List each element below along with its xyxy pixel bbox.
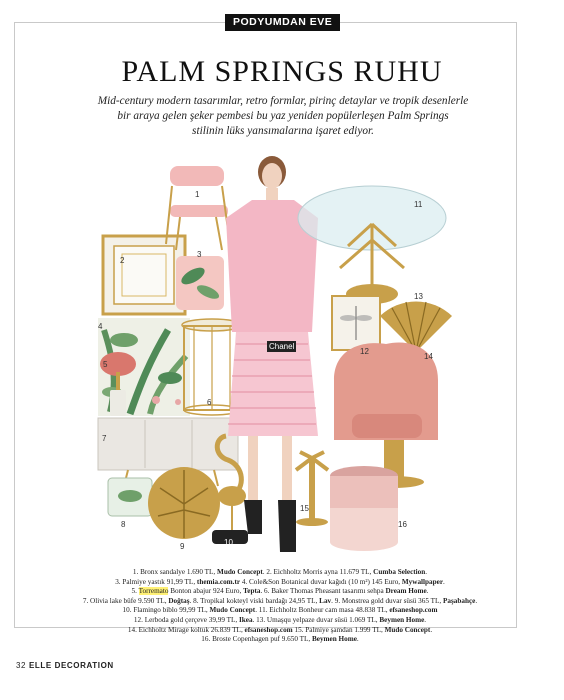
retailer-name: Tepta xyxy=(243,587,261,596)
palm-pillow xyxy=(176,256,224,310)
credit-text: 14. Eichholtz Mirage koltuk 26.839 TL, xyxy=(127,625,245,634)
palm-candle-holder xyxy=(296,452,328,526)
retailer-name: Mudo Concept xyxy=(209,606,256,615)
retailer-name: Paşabahçe xyxy=(443,596,476,605)
credit-text: . xyxy=(424,615,427,624)
retailer-name: themia.com.tr xyxy=(196,577,241,586)
retailer-name: Mudo Concept xyxy=(217,568,263,576)
credit-line xyxy=(40,597,520,607)
credit-text: . xyxy=(356,635,359,644)
credit-line xyxy=(40,568,520,578)
retailer-name: Ikea xyxy=(238,615,253,624)
retailer-name: efsaneshop.com xyxy=(389,606,438,615)
gold-mirror xyxy=(103,236,185,314)
credit-text: 16. Broste Copenhagen puf 9.650 TL, xyxy=(201,635,312,644)
page-title: PALM SPRINGS RUHU xyxy=(121,55,443,88)
credit-text: 4. Cole&Son Botanical duvar kağıdı (10 m²) 145 Euro, xyxy=(240,577,402,586)
product-number: 7 xyxy=(102,434,107,443)
credit-text: 5. xyxy=(131,587,139,596)
product-number: 4 xyxy=(98,322,103,331)
dragonfly-frame xyxy=(332,296,380,350)
product-number: 5 xyxy=(103,360,108,369)
product-credits xyxy=(40,568,520,645)
lede-line: bir araya gelen şeker pembesi bu yaz yeniden popülerleşen Palm Springs xyxy=(117,110,449,122)
retailer-name: Mudo Concept xyxy=(384,625,431,634)
credit-text: . 2. Eichholtz Morris ayna 11.679 TL, xyxy=(262,568,374,576)
product-number: 2 xyxy=(120,256,125,265)
section-tag: PODYUMDAN EVE xyxy=(225,14,340,31)
retailer-name: Beymen Home xyxy=(379,615,425,624)
credit-text: 3. Palmiye yastık 91,99 TL, xyxy=(115,577,197,586)
credit-text: Bonton abajur 924 Euro, xyxy=(168,587,244,596)
photo-caption: Chanel xyxy=(269,342,295,351)
product-number: 14 xyxy=(424,352,433,361)
credit-text: Torremato xyxy=(138,587,169,596)
lede-line: Mid-century modern tasarımlar, retro formlar, pirinç detaylar ve tropik desenlerle xyxy=(97,95,469,107)
product-number: 9 xyxy=(180,542,185,551)
product-number: 13 xyxy=(414,292,423,301)
page-number: 32 xyxy=(16,661,27,670)
credit-text: . 11. Eichholtz Bonheur cam masa 48.838 TL, xyxy=(255,606,390,615)
product-number: 16 xyxy=(398,520,407,529)
credit-line xyxy=(40,606,520,616)
retailer-name: Beymen Home xyxy=(311,635,357,644)
glass-table xyxy=(298,186,446,304)
credit-text: 10. Flamingo biblo 99,99 TL, xyxy=(122,606,210,615)
credit-text: 15. Palmiye şamdan 1.999 TL, xyxy=(292,625,385,634)
credit-text: . xyxy=(426,587,429,596)
credit-text: 12. Lerboda gold çerçeve 39,99 TL, xyxy=(133,615,239,624)
pink-armchair xyxy=(334,343,438,489)
product-number: 8 xyxy=(121,520,126,529)
product-number: 10 xyxy=(224,538,233,547)
credit-text: 7. Olivia lake büfe 9.590 TL, xyxy=(82,596,169,605)
product-number: 11 xyxy=(414,200,423,209)
credit-text: . 8. Tropikal kokteyl viski bardağı 24,95 TL, xyxy=(189,596,320,605)
credit-text: . xyxy=(430,625,433,634)
credit-text: . xyxy=(475,596,478,605)
credit-line xyxy=(40,616,520,626)
credit-text: . xyxy=(443,577,445,586)
product-number: 3 xyxy=(197,250,202,259)
retailer-name: Mywallpaper xyxy=(401,577,444,586)
credit-text: 1. Bronx sandalye 1.690 TL, xyxy=(132,568,218,576)
lede-line: stilinin lüks yansımalarına işaret ediyor. xyxy=(192,125,374,137)
retailer-name: Lav xyxy=(319,596,332,605)
pink-pouf xyxy=(330,466,398,551)
retailer-name: Cumba Selection xyxy=(373,568,426,576)
credit-line xyxy=(40,587,520,597)
product-number: 1 xyxy=(195,190,200,199)
credit-line xyxy=(40,626,520,636)
product-number: 15 xyxy=(300,504,309,513)
product-number: 12 xyxy=(360,347,369,356)
credit-text: . 13. Umaşqu yelpaze duvar süsü 1.069 TL, xyxy=(252,615,380,624)
credit-line xyxy=(40,635,520,645)
folio xyxy=(16,661,114,670)
retailer-name: Dream Home xyxy=(385,587,427,596)
monstera-ornament xyxy=(148,467,220,539)
retailer-name: Doğtaş xyxy=(168,596,190,605)
credit-text: . 9. Monstrea gold duvar süsü 365 TL, xyxy=(331,596,444,605)
retailer-name: efsaneshop.com xyxy=(244,625,293,634)
credit-text: . xyxy=(425,568,428,576)
credit-line xyxy=(40,578,520,588)
cocktail-glass xyxy=(108,478,152,516)
product-number: 6 xyxy=(207,398,212,407)
credit-text: . 6. Baker Thomas Pheasant tasarımı sehpa xyxy=(260,587,386,596)
magazine-name: ELLE DECORATION xyxy=(28,661,114,670)
